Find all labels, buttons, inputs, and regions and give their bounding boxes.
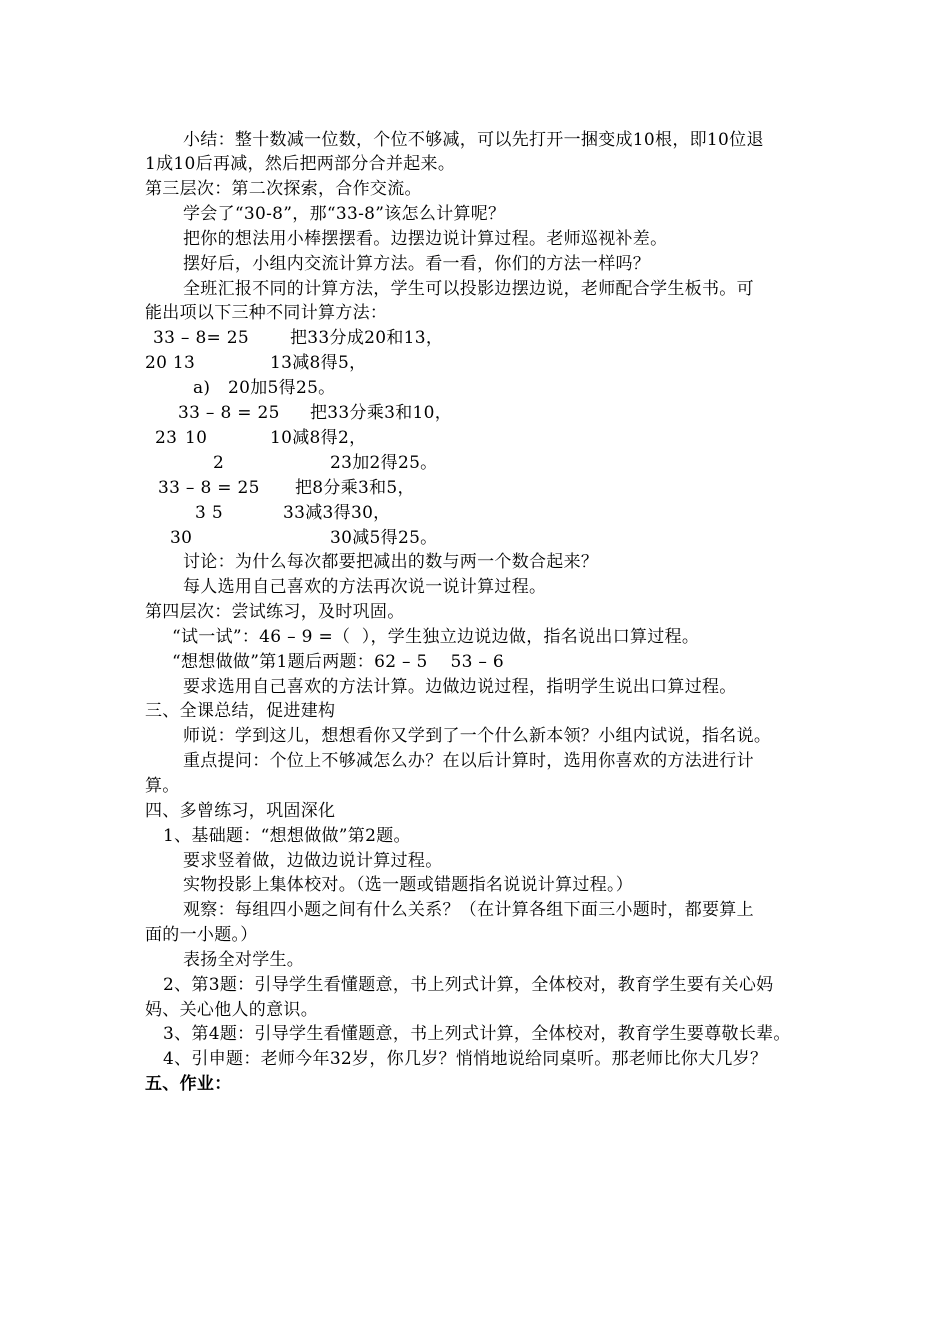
method-1-step: 13减8得5， [270,353,367,373]
method-2-step: 把33分乘3和10， [310,403,453,423]
level-four-heading: 第四层次：尝试练习，及时巩固。 [145,602,405,622]
summary-line-2: 1成10后再减，然后把两部分合并起来。 [145,154,456,174]
paragraph-line: 妈、关心他人的意识。 [145,1000,318,1020]
list-marker: a) [193,378,211,398]
method-1-split: 20 13 [145,353,196,373]
paragraph-line: 全班汇报不同的计算方法，学生可以投影边摆边说，老师配合学生板书。可 [183,279,754,299]
paragraph-line: “想想做做”第1题后两题：62 – 5 53 – 6 [172,652,505,672]
paragraph-line: 摆好后，小组内交流计算方法。看一看，你们的方法一样吗？ [183,254,651,274]
list-item: 1、基础题：“想想做做”第2题。 [163,826,411,846]
paragraph-line: 实物投影上集体校对。（选一题或错题指名说说计算过程。） [183,875,634,895]
method-3-step: 把8分乘3和5， [295,478,415,498]
paragraph-line: 讨论：为什么每次都要把减出的数与两一个数合起来？ [183,552,599,572]
paragraph-line: 算。 [145,776,180,796]
method-2-step: 23加2得25。 [330,453,438,473]
method-3-split: 30 [170,528,193,548]
level-three-heading: 第三层次：第二次探索，合作交流。 [145,179,422,199]
paragraph-line: 重点提问：个位上不够减怎么办？在以后计算时，选用你喜欢的方法进行计 [183,751,754,771]
paragraph-line: 把你的想法用小棒摆摆看。边摆边说计算过程。老师巡视补差。 [183,229,668,249]
method-3-step: 30减5得25。 [330,528,438,548]
paragraph-line: 观察：每组四小题之间有什么关系？（在计算各组下面三小题时，都要算上 [183,900,754,920]
list-item: 4、引申题：老师今年32岁，你几岁？悄悄地说给同桌听。那老师比你大几岁？ [163,1049,768,1069]
method-1-equation: 33 – 8= 25 [153,328,250,348]
paragraph-line: 要求竖着做，边做边说计算过程。 [183,851,443,871]
list-item: 3、第4题：引导学生看懂题意，书上列式计算，全体校对，教育学生要尊敬长辈。 [163,1024,791,1044]
section-three-heading: 三、全课总结，促进建构 [145,701,336,721]
paragraph-line: 表扬全对学生。 [183,950,305,970]
method-3-split: 3 5 [195,503,223,523]
paragraph-line: 学会了“30-8”，那“33-8”该怎么计算呢？ [183,204,506,224]
list-item: 2、第3题：引导学生看懂题意，书上列式计算，全体校对，教育学生要有关心妈 [163,975,774,995]
method-1-step: 20加5得25。 [228,378,336,398]
paragraph-line: “试一试”：46 – 9 =（ ），学生独立边说边做，指名说出口算过程。 [172,627,700,647]
paragraph-line: 师说：学到这儿，想想看你又学到了一个什么新本领？小组内试说，指名说。 [183,726,772,746]
method-3-step: 33减3得30， [283,503,391,523]
method-3-equation: 33 – 8 = 25 [158,478,260,498]
method-2-split: 2 [213,453,225,473]
method-2-equation: 33 – 8 = 25 [178,403,280,423]
section-four-heading: 四、多曾练习，巩固深化 [145,801,336,821]
summary-line-1: 小结：整十数减一位数，个位不够减，可以先打开一捆变成10根，即10位退 [183,130,764,150]
paragraph-line: 面的一小题。） [145,925,258,945]
method-2-split: 10 [185,428,208,448]
paragraph-line: 能出项以下三种不同计算方法： [145,303,388,323]
method-2-step: 10减8得2， [270,428,367,448]
paragraph-line: 每人选用自己喜欢的方法再次说一说计算过程。 [183,577,547,597]
method-2-split: 23 [155,428,178,448]
section-five-heading: 五、作业： [145,1074,232,1094]
paragraph-line: 要求选用自己喜欢的方法计算。边做边说过程，指明学生说出口算过程。 [183,677,737,697]
method-1-step: 把33分成20和13， [290,328,444,348]
